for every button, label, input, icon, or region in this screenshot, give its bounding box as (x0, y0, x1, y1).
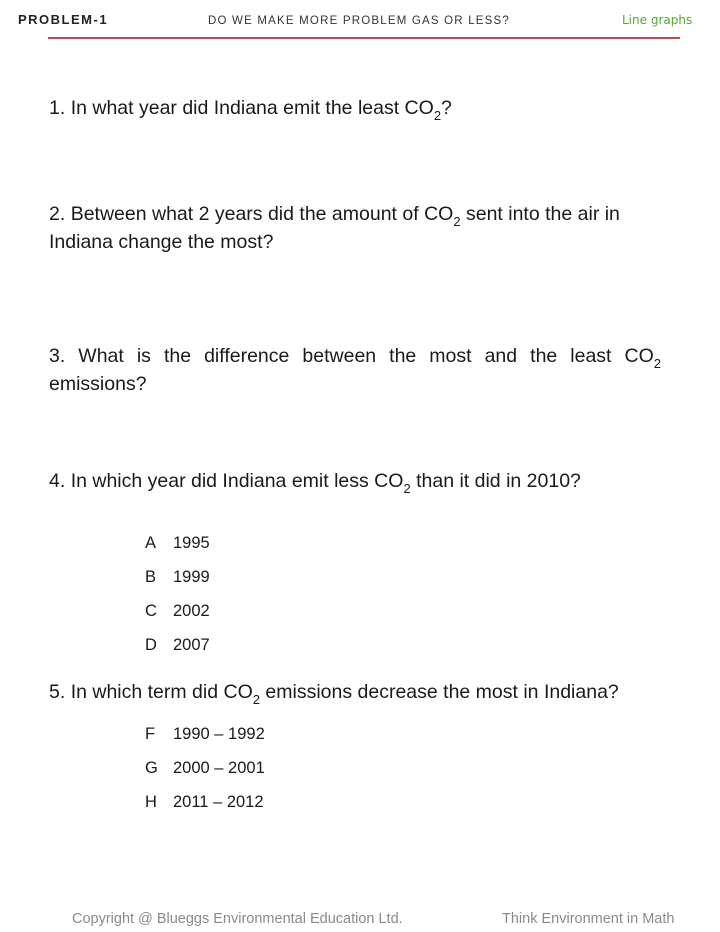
question-text: Between what 2 years did the amount of CO (70, 203, 454, 225)
question-text: In which term did CO (70, 681, 253, 703)
option-text: 1999 (173, 568, 210, 586)
question-text: What is the difference between the most and the least CO (78, 345, 654, 367)
question-number: 2. (49, 203, 66, 225)
option-f[interactable] (145, 724, 265, 744)
option-text: 2011 – 2012 (173, 793, 264, 811)
question-text: In what year did Indiana emit the least CO (70, 97, 434, 119)
worksheet-title: DO WE MAKE MORE PROBLEM GAS OR LESS? (208, 15, 511, 27)
option-letter: B (145, 568, 157, 586)
option-letter: H (145, 793, 157, 811)
question-2 (49, 200, 661, 256)
question-number: 4. (49, 470, 66, 492)
problem-label: PROBLEM-1 (18, 12, 109, 27)
option-g[interactable] (145, 758, 265, 778)
option-letter: F (145, 725, 156, 743)
question-3 (49, 342, 661, 398)
subscript: 2 (252, 692, 260, 707)
question-text-end: emissions decrease the most in Indiana? (259, 681, 619, 703)
question-number: 1. (49, 97, 66, 119)
option-h[interactable] (145, 792, 264, 812)
question-text-end: ? (441, 97, 452, 119)
option-text: 1995 (173, 534, 210, 552)
option-letter: C (145, 602, 157, 620)
option-text: 2007 (173, 636, 210, 654)
option-c[interactable] (145, 601, 210, 621)
question-text-end: emissions? (49, 373, 147, 395)
subscript: 2 (433, 108, 442, 123)
question-5 (49, 678, 661, 706)
topic-label: Line graphs (622, 13, 693, 27)
question-text-end: than it did in 2010? (410, 470, 581, 492)
subscript: 2 (653, 356, 661, 371)
question-1 (49, 94, 661, 122)
question-number: 3. (49, 345, 66, 367)
option-letter: D (145, 636, 157, 654)
option-text: 1990 – 1992 (173, 725, 265, 743)
question-text: In which year did Indiana emit less CO (70, 470, 404, 492)
question-text-end: sent into the air in Indiana change the most? (49, 203, 620, 253)
question-4 (49, 467, 661, 495)
option-b[interactable] (145, 567, 210, 587)
option-text: 2002 (173, 602, 210, 620)
subscript: 2 (453, 214, 461, 229)
subscript: 2 (403, 481, 411, 496)
option-a[interactable] (145, 533, 210, 553)
option-d[interactable] (145, 635, 210, 655)
header-divider (48, 37, 680, 39)
copyright-notice: Copyright @ Blueggs Environmental Education Ltd. (72, 911, 403, 927)
option-letter: G (145, 759, 158, 777)
footer-tagline: Think Environment in Math (502, 911, 675, 927)
option-letter: A (145, 534, 157, 552)
option-text: 2000 – 2001 (173, 759, 265, 777)
question-number: 5. (49, 681, 66, 703)
